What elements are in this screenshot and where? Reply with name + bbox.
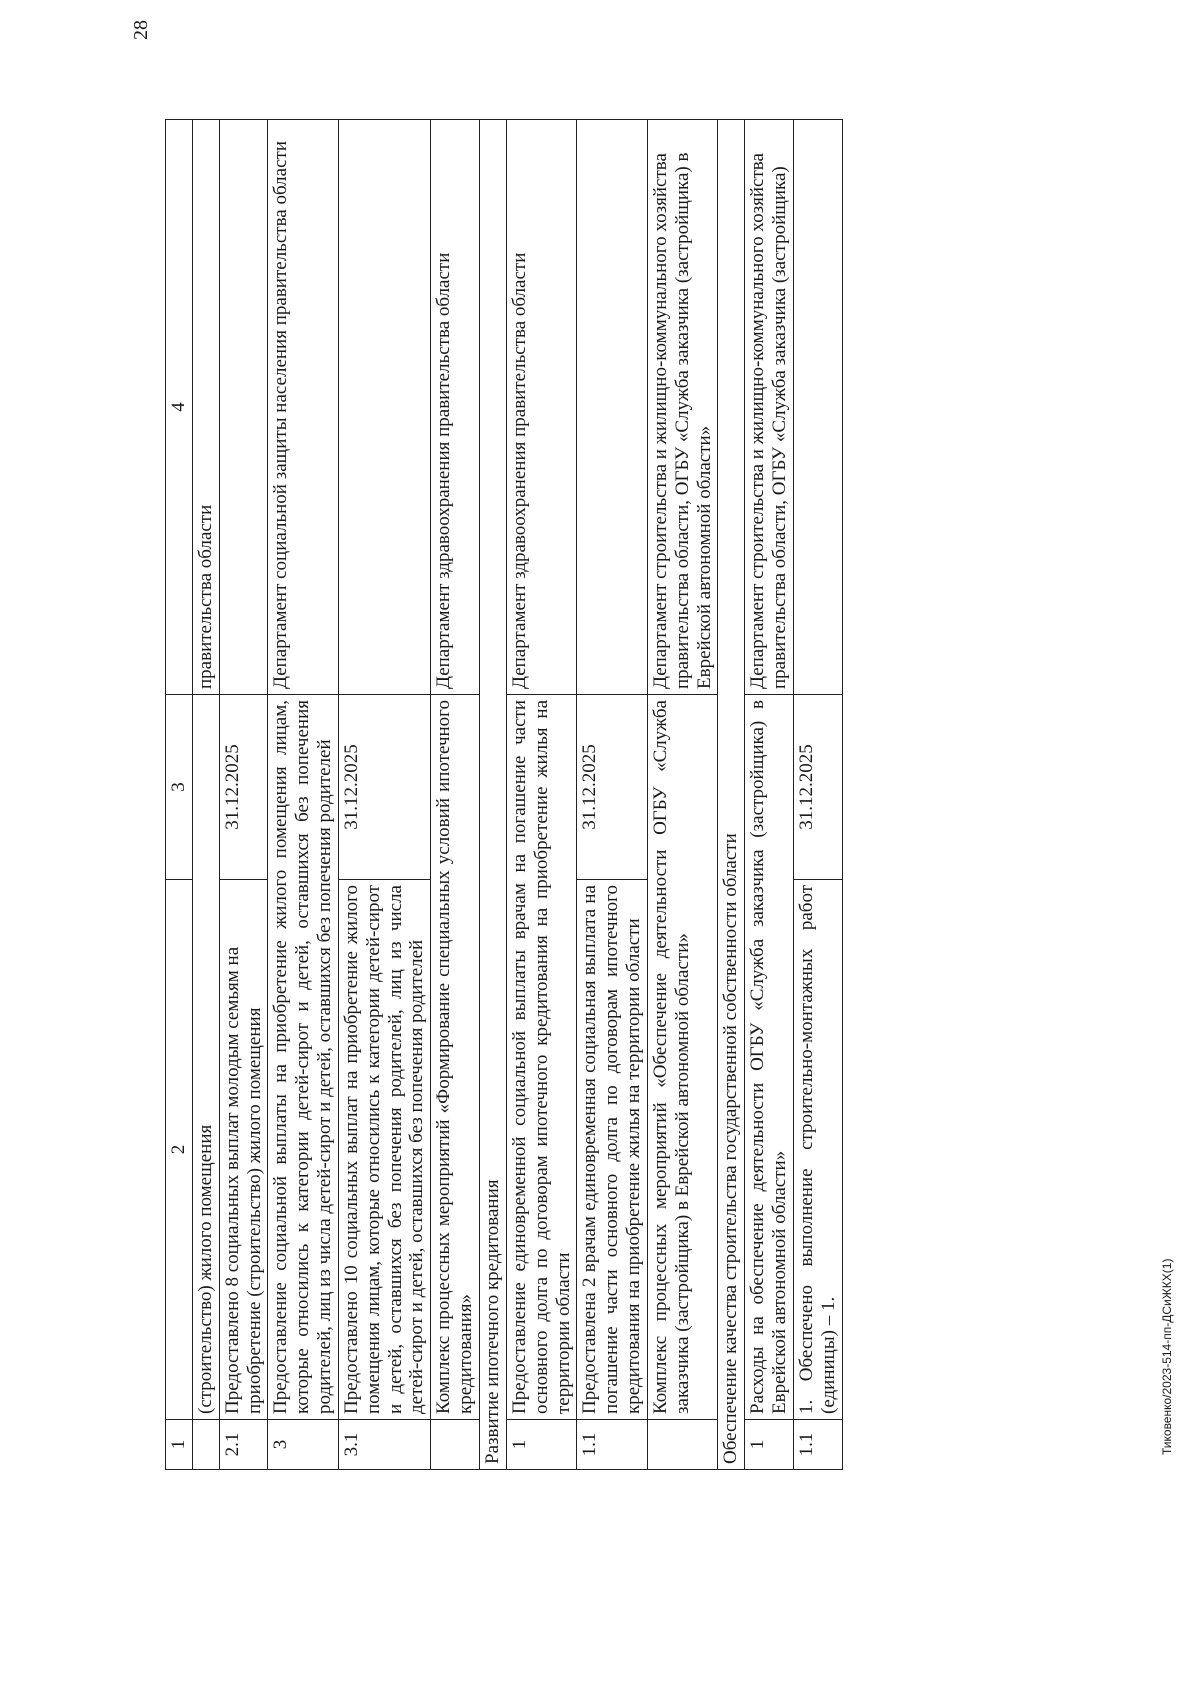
row-responsible: Департамент строительства и жилищно-коммунального хозяйства правительства области, ОГБУ «Служба заказчика (застройщика) bbox=[745, 120, 794, 695]
row-date: 31.12.2025 bbox=[577, 695, 648, 880]
section-title: Развитие ипотечного кредитования bbox=[479, 120, 506, 1470]
row-text: Предоставлено 8 социальных выплат молодым семьям на приобретение (строительство) жилого помещения bbox=[219, 880, 268, 1420]
row-text: Предоставление социальной выплаты на приобретение жилого помещения лицам, которые относились к категории детей-сирот и детей, оставшихся без попечения родителей, лиц из числа детей-сирот и детей, оставшихся без попечения родителей bbox=[268, 695, 339, 1420]
row-num: 1.1 bbox=[577, 1420, 648, 1470]
row-text: Комплекс процессных мероприятий «Обеспечение деятельности ОГБУ «Служба заказчика (застройщика) в Еврейской автономной области» bbox=[647, 695, 718, 1420]
row-text: 1. Обеспечено выполнение строительно-монтажных работ (единицы) – 1. bbox=[793, 880, 842, 1420]
row-text: Расходы на обеспечение деятельности ОГБУ «Служба заказчика (застройщика) в Еврейской автономной области» bbox=[745, 695, 794, 1420]
row-responsible: Департамент здравоохранения правительства области bbox=[431, 120, 480, 695]
table-row bbox=[647, 120, 718, 1470]
table-row bbox=[192, 120, 219, 1470]
row-responsible: Департамент строительства и жилищно-коммунального хозяйства правительства области, ОГБУ «Служба заказчика (застройщика) в Еврейской автономной области» bbox=[647, 120, 718, 695]
page-number: 28 bbox=[130, 20, 152, 40]
table-row bbox=[577, 120, 648, 1470]
row-responsible: правительства области bbox=[192, 120, 219, 695]
row-responsible bbox=[219, 120, 268, 695]
table-row bbox=[268, 120, 339, 1470]
header-col-3: 3 bbox=[166, 695, 193, 880]
section-row bbox=[718, 120, 745, 1470]
document-code: Тиковенко/2023-514-пп-ДСиЖКХ(1) bbox=[1160, 1258, 1174, 1455]
section-row bbox=[479, 120, 506, 1470]
row-text: Предоставление единовременной социальной выплаты врачам на погашение части основного долга по договорам ипотечного кредитования на приобретение жилья на территории области bbox=[506, 695, 577, 1420]
row-num: 3 bbox=[268, 1420, 339, 1470]
table-row bbox=[431, 120, 480, 1470]
table-row bbox=[745, 120, 794, 1470]
row-responsible bbox=[793, 120, 842, 695]
table-row bbox=[338, 120, 430, 1470]
table-row bbox=[793, 120, 842, 1470]
row-num bbox=[192, 1420, 219, 1470]
row-responsible: Департамент социальной защиты населения правительства области bbox=[268, 120, 339, 695]
row-date: 31.12.2025 bbox=[219, 695, 268, 880]
table-row bbox=[506, 120, 577, 1470]
row-date: 31.12.2025 bbox=[338, 695, 430, 880]
row-date: 31.12.2025 bbox=[793, 695, 842, 880]
row-text: Предоставлено 10 социальных выплат на приобретение жилого помещения лицам, которые относились к категории детей-сирот и детей, оставшихся без попечения родителей, лиц из числа детей-сирот и детей, оставшихся без попечения родителей bbox=[338, 880, 430, 1420]
row-text: Предоставлена 2 врачам единовременная социальная выплата на погашение части основного долга по договорам ипотечного кредитования на приобретение жилья на территории области bbox=[577, 880, 648, 1420]
rotated-table-wrapper bbox=[165, 120, 1080, 1470]
row-num: 2.1 bbox=[219, 1420, 268, 1470]
row-num: 1 bbox=[745, 1420, 794, 1470]
row-responsible bbox=[338, 120, 430, 695]
row-responsible bbox=[577, 120, 648, 695]
row-text: Комплекс процессных мероприятий «Формирование специальных условий ипотечного кредитования» bbox=[431, 695, 480, 1420]
header-col-2: 2 bbox=[166, 880, 193, 1420]
row-num bbox=[647, 1420, 718, 1470]
measures-table bbox=[165, 119, 843, 1470]
row-text: (строительство) жилого помещения bbox=[192, 695, 219, 1420]
header-col-4: 4 bbox=[166, 120, 193, 695]
row-num: 3.1 bbox=[338, 1420, 430, 1470]
row-num: 1 bbox=[506, 1420, 577, 1470]
header-col-1: 1 bbox=[166, 1420, 193, 1470]
table-row bbox=[219, 120, 268, 1470]
header-row bbox=[166, 120, 193, 1470]
row-responsible: Департамент здравоохранения правительства области bbox=[506, 120, 577, 695]
row-num bbox=[431, 1420, 480, 1470]
section-title: Обеспечение качества строительства государственной собственности области bbox=[718, 120, 745, 1470]
row-num: 1.1 bbox=[793, 1420, 842, 1470]
